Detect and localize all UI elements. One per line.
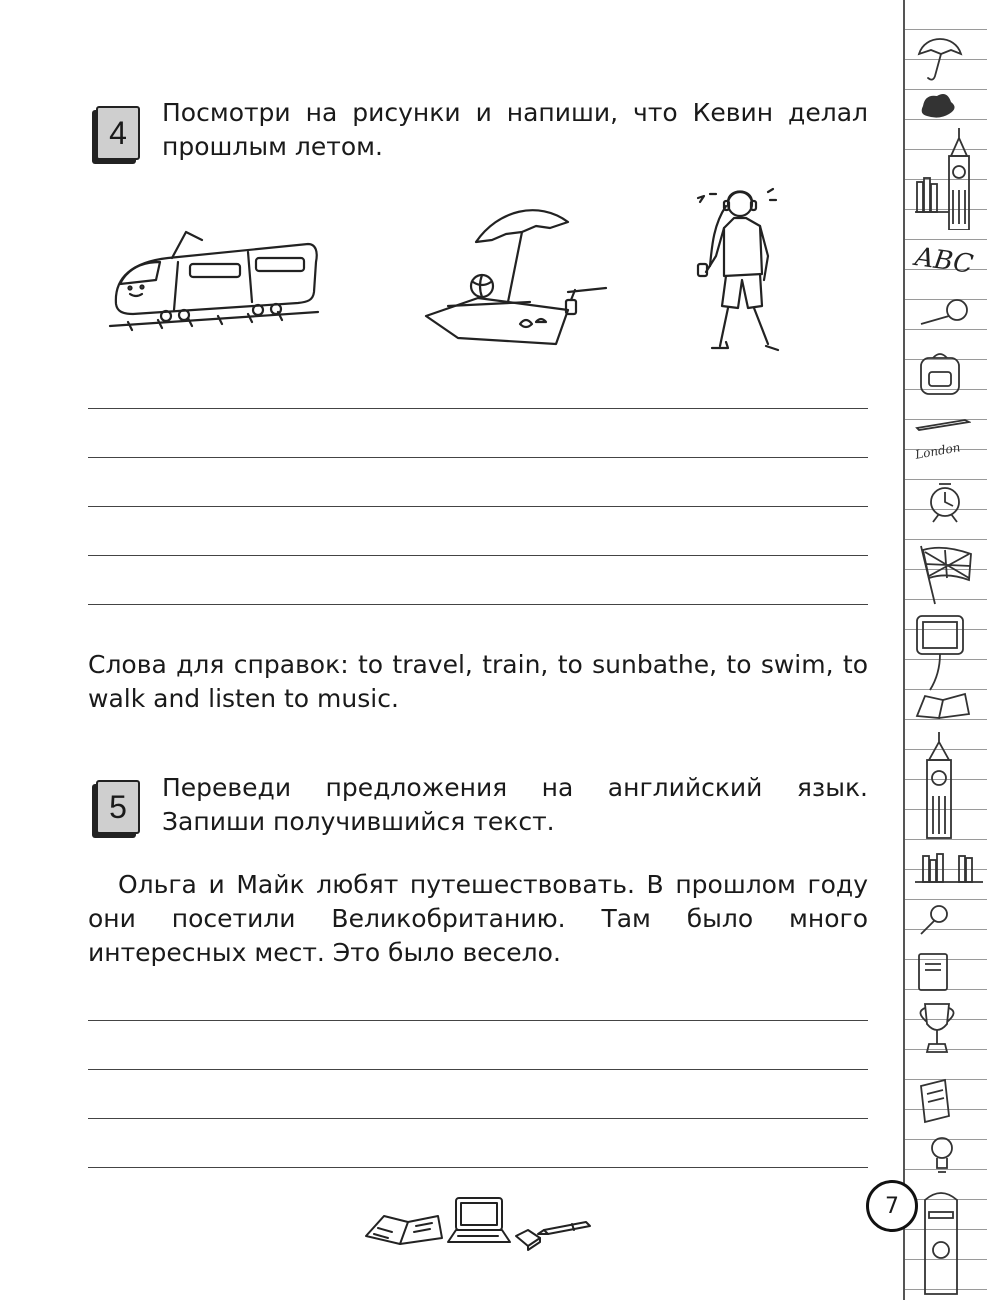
writing-line[interactable]	[88, 1069, 868, 1070]
task-number-badge	[96, 106, 140, 160]
task-number: 4	[109, 114, 127, 151]
pencil-icon	[915, 416, 971, 432]
task-number: 5	[109, 788, 127, 825]
word-hint: Слова для справок: to travel, train, to sunbathe, to swim, to walk and listen to music.	[88, 650, 868, 713]
shelf-icon	[915, 852, 985, 888]
decorative-sidebar	[903, 0, 987, 1300]
open-book-icon	[915, 690, 971, 720]
laptop-icon	[448, 1198, 510, 1242]
task-instruction: Переведи предложения на английский язык. Запиши получившийся текст.	[162, 773, 868, 836]
mailbox-icon	[919, 1186, 963, 1296]
umbrella-icon	[915, 30, 965, 82]
splash-icon	[915, 88, 959, 120]
writing-line[interactable]	[88, 604, 868, 605]
alarm-clock-icon	[925, 478, 965, 526]
writing-line[interactable]	[88, 555, 868, 556]
flag-icon	[915, 540, 975, 606]
notebook-icon	[915, 1078, 955, 1124]
train-icon	[108, 222, 323, 337]
page-number: 7	[866, 1180, 918, 1232]
writing-line[interactable]	[88, 1118, 868, 1119]
writing-line[interactable]	[88, 1167, 868, 1168]
pushpin-icon	[915, 902, 955, 938]
london-label: London	[914, 440, 962, 462]
books-icon	[915, 176, 951, 216]
writing-line[interactable]	[88, 506, 868, 507]
task-number-badge	[96, 780, 140, 834]
footer-doodles	[364, 1192, 596, 1254]
task-instruction: Посмотри на рисунки и напиши, что Кевин делал прошлым летом.	[162, 98, 868, 161]
trophy-icon	[915, 1000, 959, 1060]
pen-icon	[538, 1222, 590, 1234]
big-ben-icon	[921, 730, 957, 840]
writing-line[interactable]	[88, 1020, 868, 1021]
text-to-translate: Ольга и Майк любят путешествовать. В прошлом году они посетили Великобританию. Там было много интересных мест. Это было весело.	[88, 870, 868, 967]
writing-line[interactable]	[88, 457, 868, 458]
open-book-icon	[366, 1216, 442, 1244]
magnifier-icon	[915, 296, 975, 326]
beach-umbrella-icon	[418, 198, 608, 346]
tablet-icon	[915, 614, 965, 694]
lightbulb-icon	[927, 1132, 957, 1176]
writing-line[interactable]	[88, 408, 868, 409]
abc-icon: ABC	[913, 242, 976, 280]
backpack-icon	[915, 348, 965, 398]
book-icon	[915, 952, 951, 992]
boy-listening-music-icon	[690, 184, 782, 356]
eraser-icon	[516, 1230, 540, 1250]
